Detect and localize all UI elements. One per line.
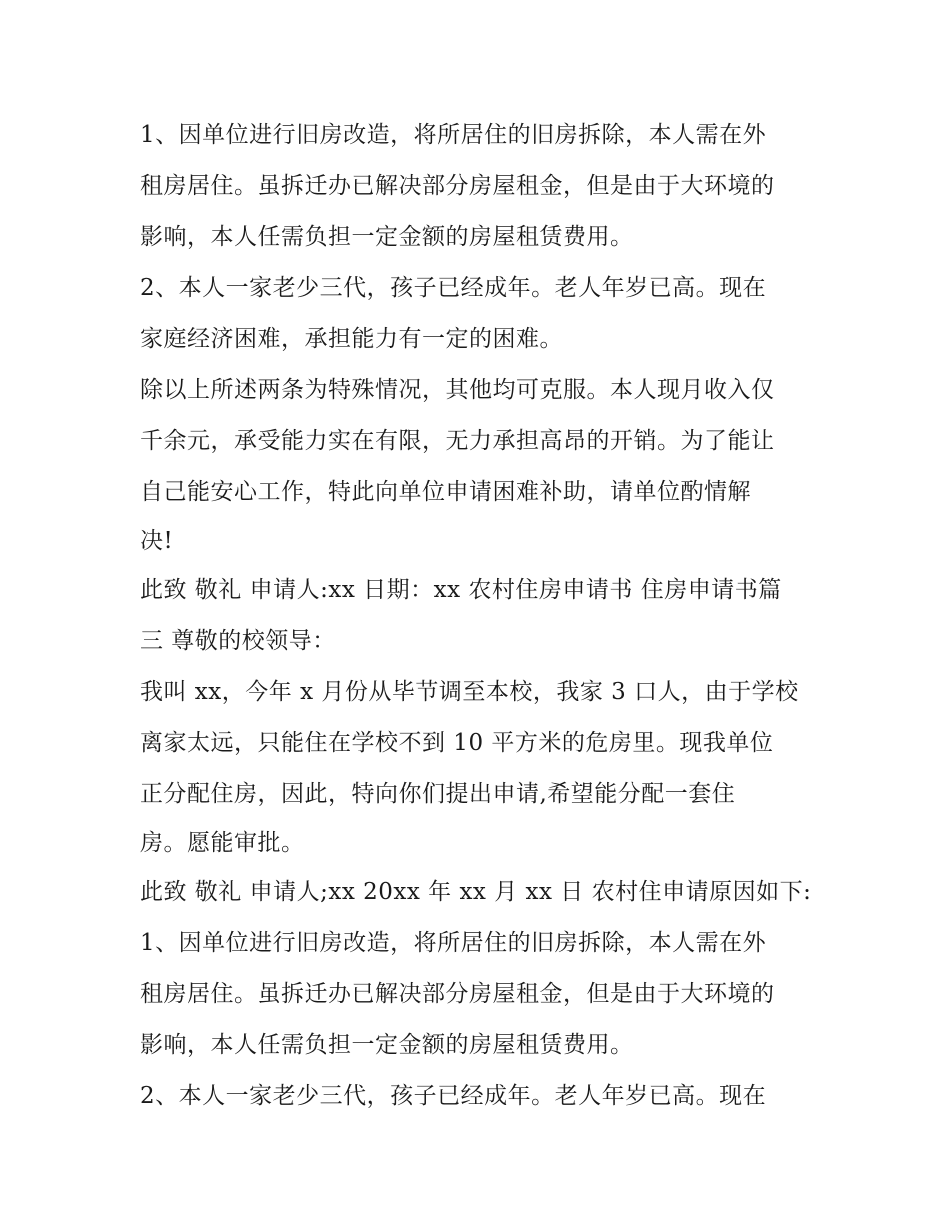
text-line: 影响，本人任需负担一定金额的房屋租赁费用。 [140,224,634,250]
text-line: 2、本人一家老少三代，孩子已经成年。老人年岁已高。现在 [140,1083,767,1109]
text-line: 此致 敬礼 申请人;xx 20xx 年 xx 月 xx 日 农村住申请原因如下: [140,879,812,905]
text-line: 1、因单位进行旧房改造，将所居住的旧房拆除，本人需在外 [140,930,767,956]
text-line: 决! [140,528,174,554]
text-line: 离家太远，只能住在学校不到 10 平方米的危房里。现我单位 [140,730,774,756]
text-line: 正分配住房，因此，特向你们提出申请,希望能分配一套住 [140,781,736,807]
text-line: 房。愿能审批。 [140,830,305,856]
text-line: 三 尊敬的校领导： [140,628,336,654]
text-line: 家庭经济困难，承担能力有一定的困难。 [140,326,563,352]
text-line: 此致 敬礼 申请人:xx 日期：xx 农村住房申请书 住房申请书篇 [140,577,782,603]
text-line: 除以上所述两条为特殊情况，其他均可克服。本人现月收入仅 [140,377,775,403]
text-line: 影响，本人任需负担一定金额的房屋租赁费用。 [140,1032,634,1058]
text-line: 自己能安心工作，特此向单位申请困难补助，请单位酌情解 [140,479,751,505]
text-line: 租房居住。虽拆迁办已解决部分房屋租金，但是由于大环境的 [140,173,775,199]
text-line: 千余元，承受能力实在有限，无力承担高昂的开销。为了能让 [140,428,775,454]
text-line: 租房居住。虽拆迁办已解决部分房屋租金，但是由于大环境的 [140,981,775,1007]
text-line: 我叫 xx，今年 x 月份从毕节调至本校，我家 3 口人，由于学校 [140,679,799,705]
text-line: 2、本人一家老少三代，孩子已经成年。老人年岁已高。现在 [140,275,767,301]
text-line: 1、因单位进行旧房改造，将所居住的旧房拆除，本人需在外 [140,122,767,148]
